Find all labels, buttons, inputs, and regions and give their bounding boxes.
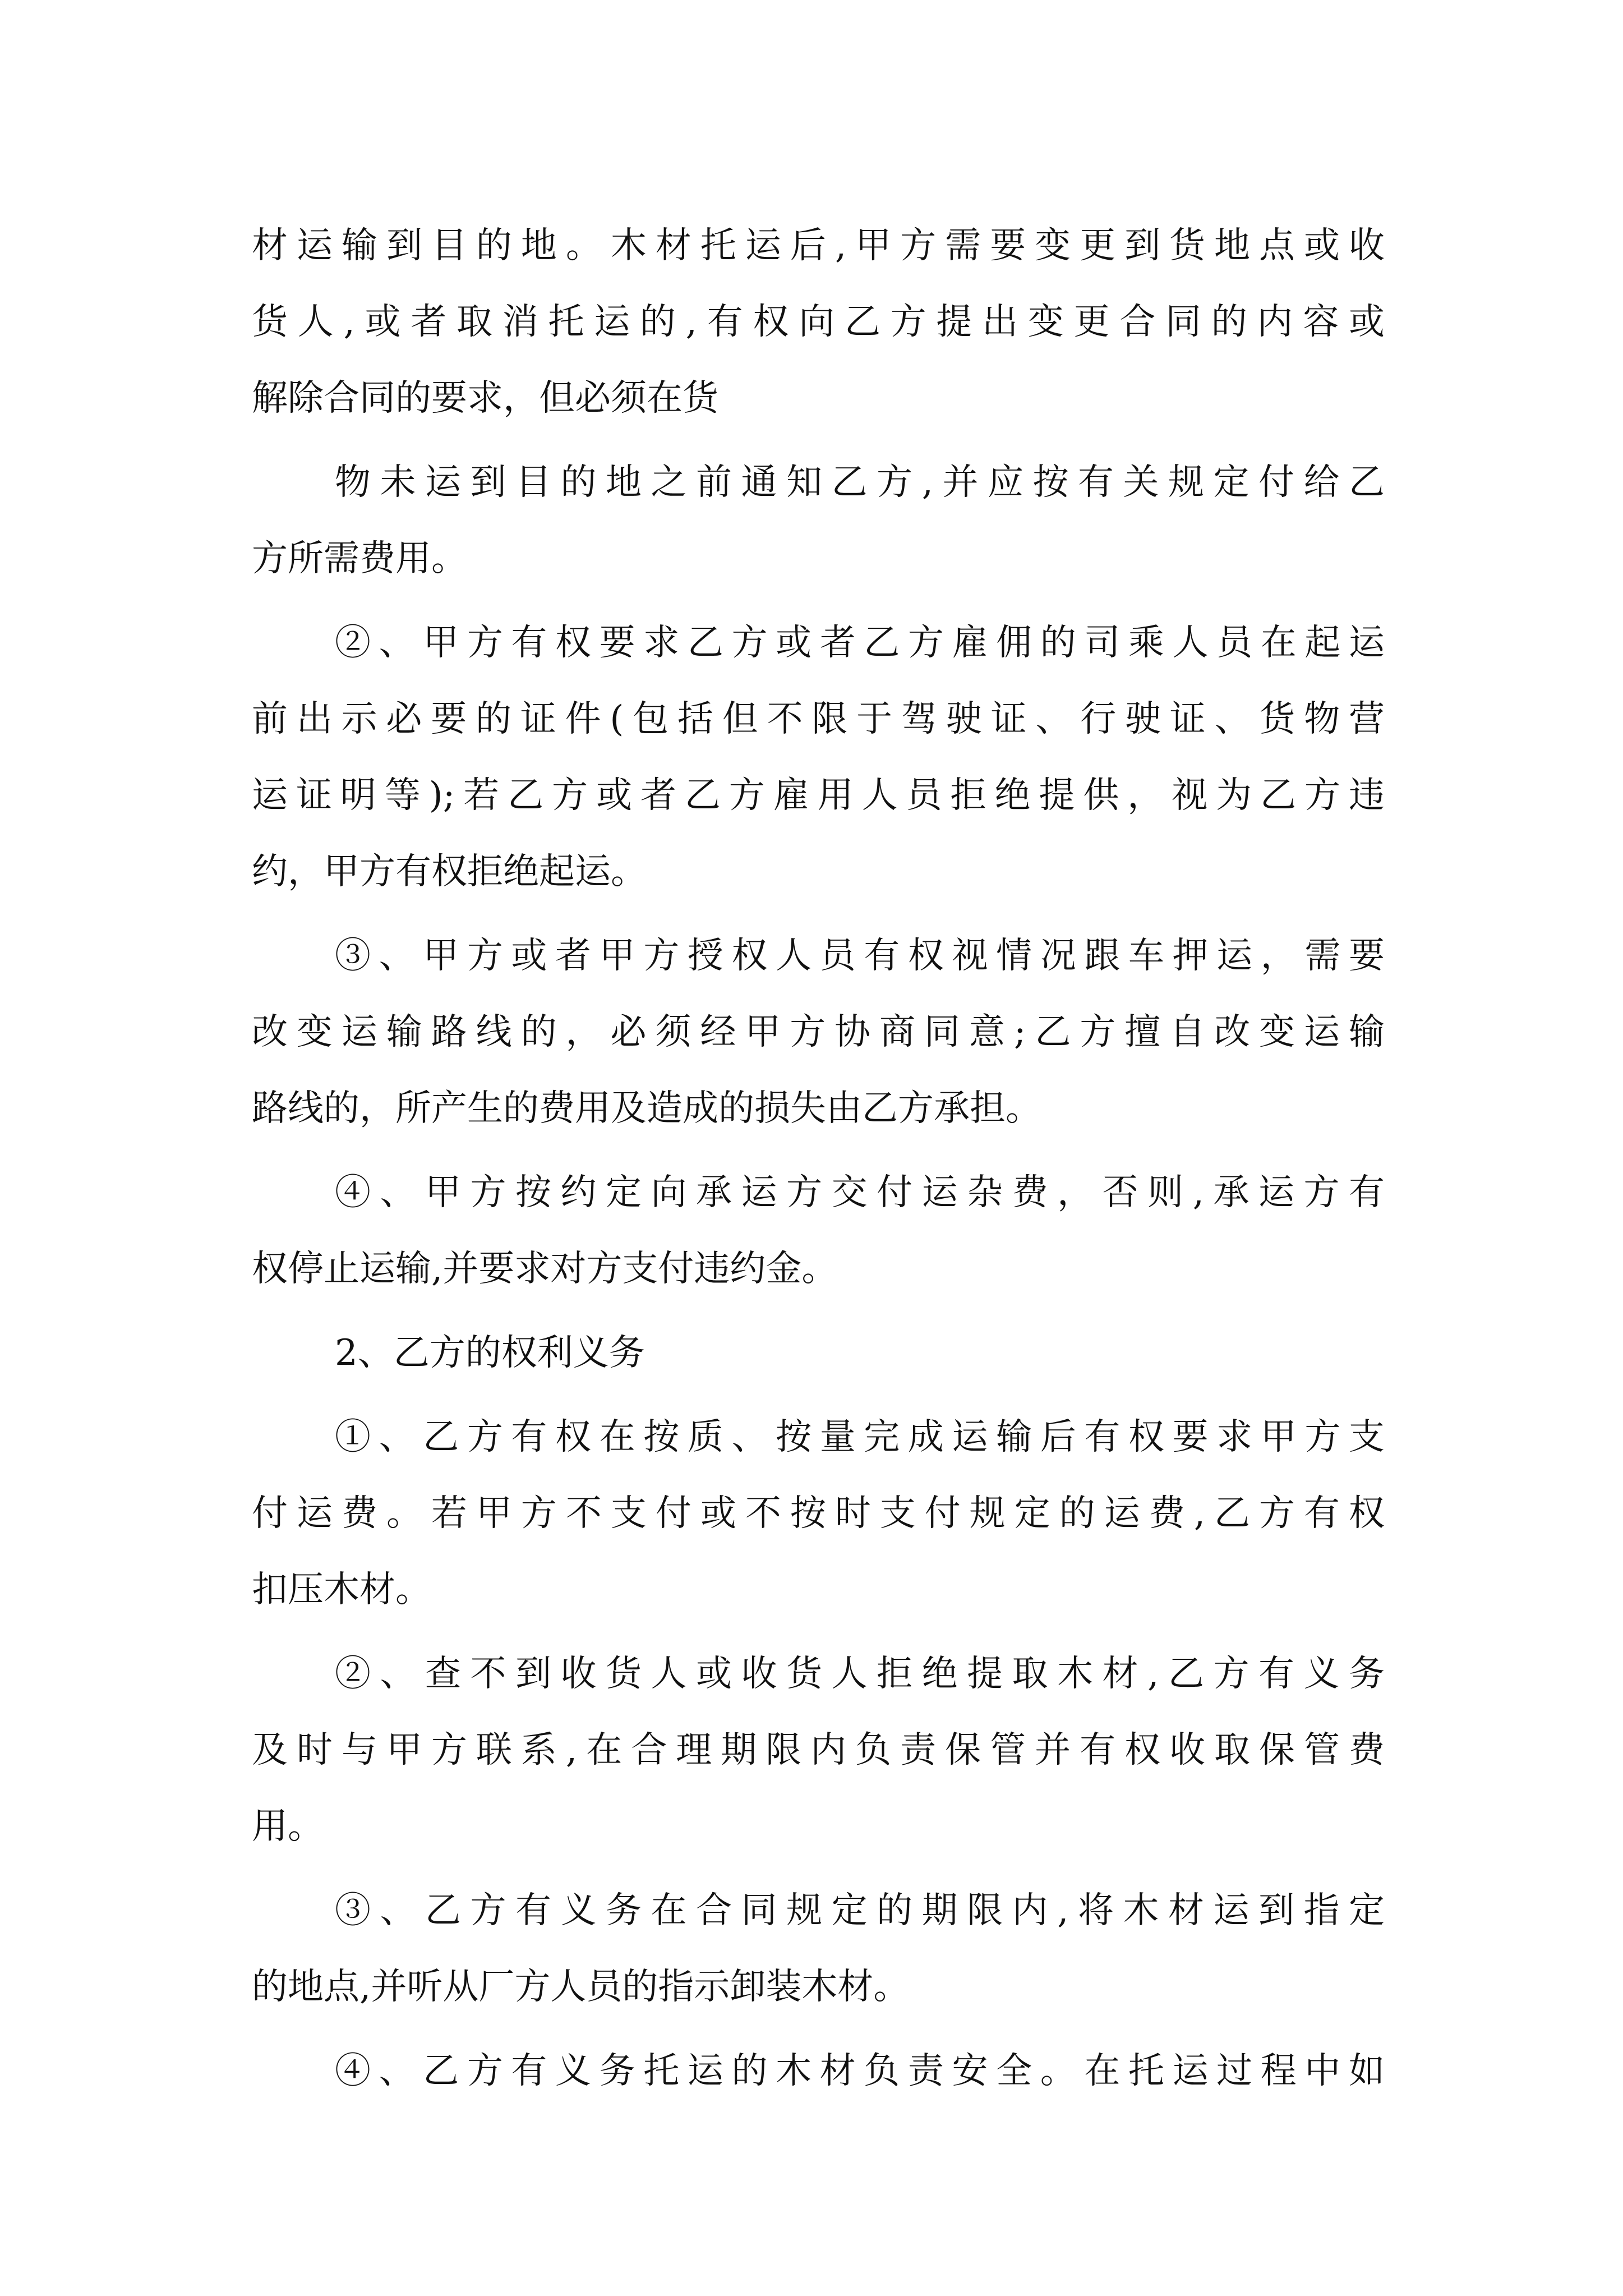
text-line: ②、甲方有权要求乙方或者乙方雇佣的司乘人员在起运	[335, 622, 1385, 664]
text-line: 权停止运输,并要求对方支付违约金。	[252, 1248, 838, 1290]
text-line: 付运费。若甲方不支付或不按时支付规定的运费,乙方有权	[252, 1493, 1385, 1534]
text-line: 及时与甲方联系,在合理期限内负责保管并有权收取保管费	[252, 1729, 1385, 1771]
section-heading: 2、乙方的权利义务	[335, 1332, 645, 1374]
text-line: 物未运到目的地之前通知乙方,并应按有关规定付给乙	[335, 462, 1385, 503]
document-body	[252, 208, 1385, 2109]
text-line: 前出示必要的证件(包括但不限于驾驶证、行驶证、货物营	[252, 698, 1385, 740]
text-line: ③、乙方有义务在合同规定的期限内,将木材运到指定	[335, 1890, 1385, 1931]
text-line: 改变运输路线的，必须经甲方协商同意;乙方擅自改变运输	[252, 1011, 1385, 1053]
text-line: 的地点,并听从厂方人员的指示卸装木材。	[252, 1966, 910, 2008]
text-line: 约，甲方有权拒绝起运。	[252, 851, 647, 892]
text-line: 方所需费用。	[252, 538, 467, 579]
text-line: ③、甲方或者甲方授权人员有权视情况跟车押运，需要	[335, 935, 1385, 977]
text-line: ②、查不到收货人或收货人拒绝提取木材,乙方有义务	[335, 1653, 1385, 1695]
text-line: 用。	[252, 1806, 324, 1847]
text-line: 材运输到目的地。木材托运后,甲方需要变更到货地点或收	[252, 225, 1385, 266]
text-line: ④、乙方有义务托运的木材负责安全。在托运过程中如	[335, 2050, 1385, 2092]
text-line: ①、乙方有权在按质、按量完成运输后有权要求甲方支	[335, 1416, 1385, 1458]
text-line: 运证明等);若乙方或者乙方雇用人员拒绝提供，视为乙方违	[252, 775, 1385, 816]
text-line: 货人,或者取消托运的,有权向乙方提出变更合同的内容或	[252, 301, 1385, 343]
text-line: ④、甲方按约定向承运方交付运杂费，否则,承运方有	[335, 1172, 1385, 1213]
text-line: 扣压木材。	[252, 1569, 431, 1611]
text-line: 路线的，所产生的费用及造成的损失由乙方承担。	[252, 1088, 1041, 1129]
text-line: 解除合同的要求，但必须在货	[252, 378, 718, 419]
